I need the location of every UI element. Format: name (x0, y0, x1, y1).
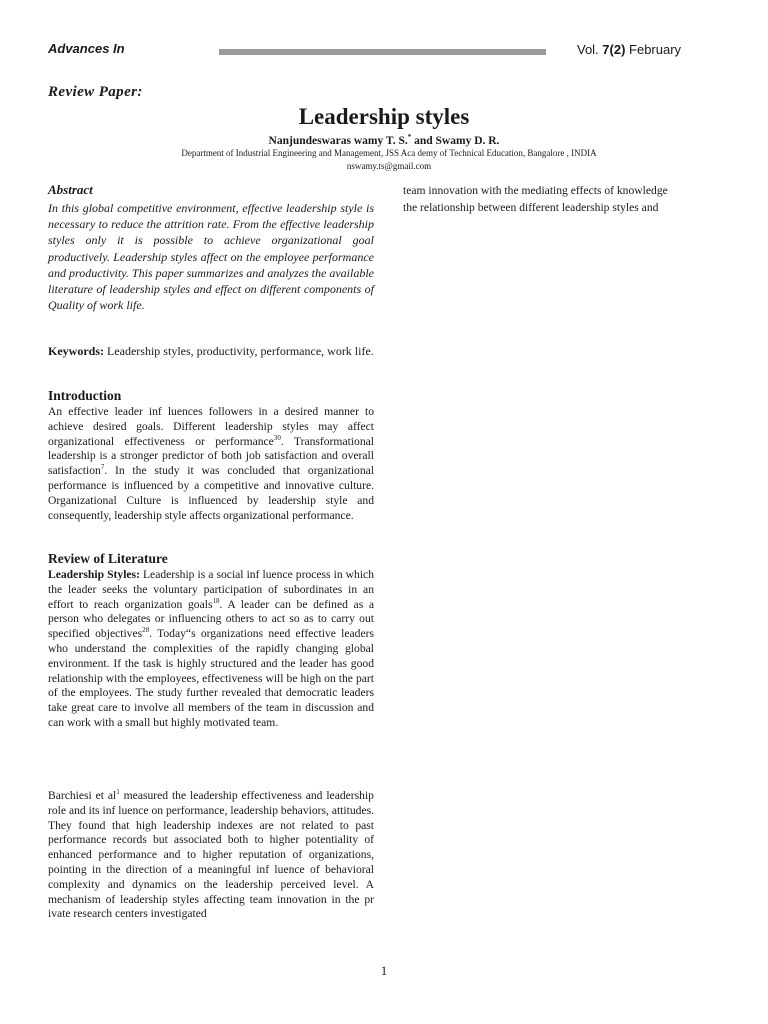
volume-prefix: Vol. (577, 42, 603, 57)
paper-type: Review Paper: (48, 84, 143, 100)
review-paragraph-2 (48, 789, 374, 922)
authors (0, 133, 768, 147)
citation: 28 (142, 626, 150, 635)
right-column-text (403, 183, 718, 217)
author-names: Nanjundeswaras wamy T. S. (268, 134, 408, 147)
review-part2: . A leader can be defined as a person who delegates or influencing others to act so as to carry out specified objectives (48, 597, 375, 641)
right-line-1: team innovation with the mediating effects of knowledge (403, 184, 668, 197)
review-paragraph-1 (48, 568, 374, 731)
right-line-2: the relationship between different leadership styles and (403, 200, 659, 214)
keywords (48, 344, 374, 360)
abstract-heading: Abstract (48, 182, 93, 197)
journal-name: Advances In (48, 41, 125, 56)
introduction-text (48, 405, 374, 523)
author-names-rest: and Swamy D. R. (411, 134, 500, 147)
citation: 18 (212, 596, 220, 605)
corresponding-mark: * (407, 133, 412, 141)
review-heading: Review of Literature (48, 551, 168, 566)
introduction-heading: Introduction (48, 388, 122, 403)
keywords-label: Keywords: (48, 344, 104, 358)
paper-title: Leadership styles (298, 104, 470, 129)
review-lead: Leadership Styles: (48, 568, 140, 581)
review-p2-part2: measured the leadership effectiveness and leadership role and its inf luence on performance, leadership behaviors, attitudes. They found that high leadership indexes are not related to past performance records but associated both to higher potentiality of enhanced performance and to higher reputation of organizations, pointing in the direction of a meaningful inf luence of behavioral complexity and dynamics on the leadership perceived level. A mechanism of leadership styles affecting team innovation in the pr ivate research centers investigated (48, 789, 374, 921)
page-number: 1 (380, 963, 388, 978)
abstract-text: In this global competitive environment, effective leadership style is necessary to reduce the attrition rate. From the effective leadership styles only it is possible to achieve organizational goal productively. Leadership styles affect on the employee performance and productivity. This paper summarizes and analyzes the available literature of leadership styles and effect on different components of Quality of work life. (48, 201, 374, 313)
volume-date: February (625, 42, 682, 57)
review-part1: Leadership is a social inf luence process in which the leader seeks the voluntary participation of subordinates in an effort to reach organization goals (48, 568, 374, 611)
intro-part1: An effective leader inf luences followers in a desired manner to achieve desired goals. Different leadership styles may affect organizational effectiveness or performance (48, 405, 374, 448)
review-p2-part1: Barchiesi et al (48, 789, 117, 802)
citation: 30 (273, 433, 281, 442)
volume-issue: 7(2) (602, 42, 626, 57)
intro-part2: . Transformational leadership is a stronger predictor of both job satisfaction and overall satisfaction (48, 434, 374, 478)
author-email: nswamy.ts@gmail.com (346, 161, 432, 171)
intro-part3: . In the study it was concluded that organizational performance is influenced by a competitive and innovative culture. Organizational Culture is influenced by leadership style and consequently, leadership style affects organizational performance. (48, 464, 374, 522)
review-part3: . Today“s organizations need effective leaders who understand the complexities of the rapidly changing global environment. If the task is highly structured and the leader has good relationship with the employees, effectiveness will be high on the part of the employees. The study further revealed that democratic leaders take great care to involve all members of the team in discussion and can work with a small but highly motivated team. (48, 627, 374, 729)
affiliation: Department of Industrial Engineering and Management, JSS Aca demy of Technical Education, Bangalore , INDIA (181, 148, 597, 158)
citation: 7 (100, 463, 105, 472)
header-rule (219, 49, 546, 55)
citation: 1 (116, 788, 120, 797)
volume-info (577, 42, 727, 61)
keywords-text: Leadership styles, productivity, performance, work life. (104, 344, 374, 358)
